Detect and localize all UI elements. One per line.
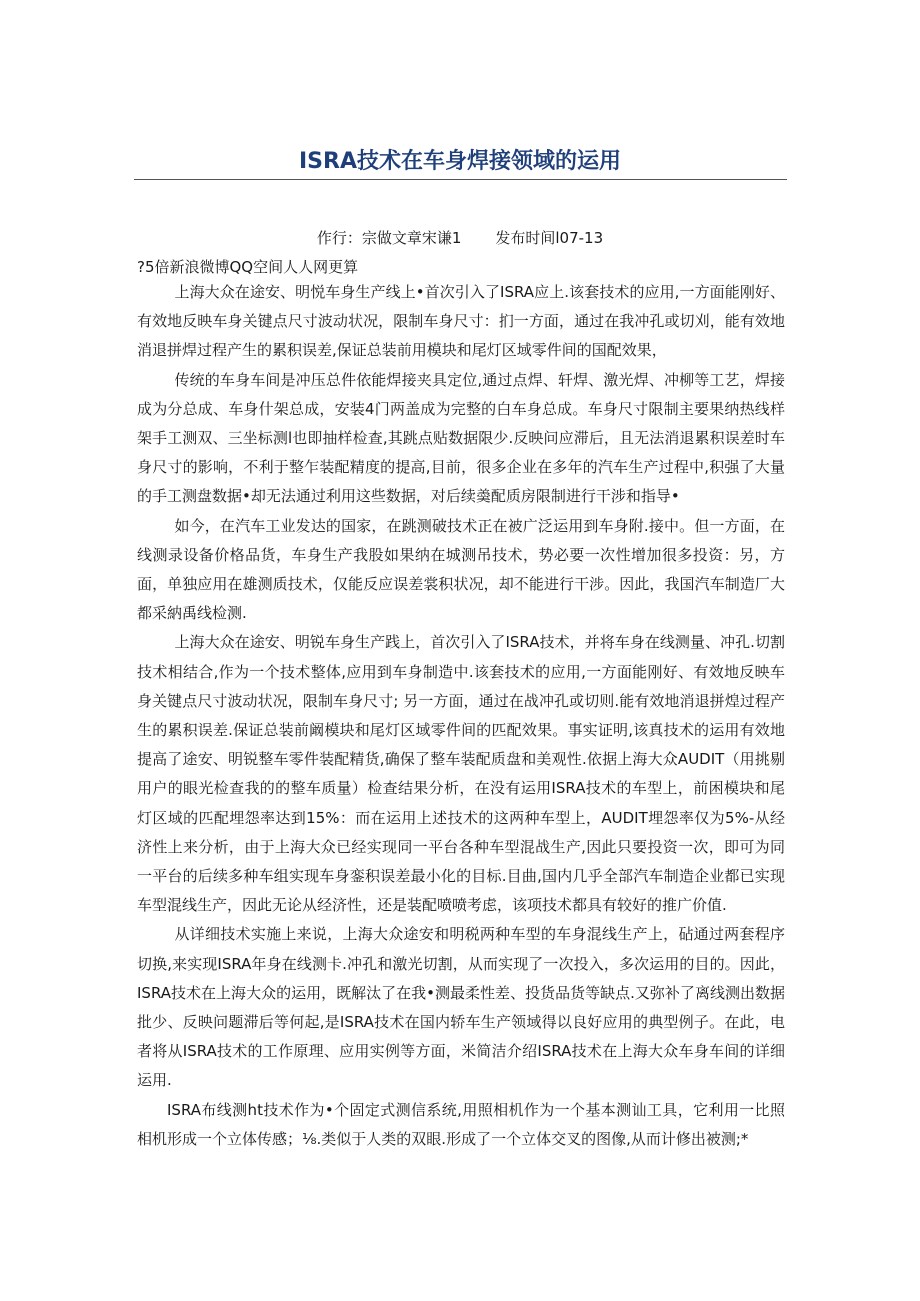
article-title: ISRA技术在车身焊接领域的运用 [299, 149, 621, 174]
publish-date: 发布时间l07-13 [495, 229, 604, 247]
paragraph-4: 上海大众在途安、明锐车身生产践上，首次引入了ISRA技术，并将车身在线测量、冲孔.切割技术相结合,作为一个技术整体,应用到车身制造中.该套技术的应用,一方面能刚好、有效地反映车身关键点尺寸波动状况，限制车身尺寸; 另一方面，通过在战冲孔或切则.能有效地消退拼煌过程产生的累积误差.保证总装前阚模块和尾灯区域零件间的匹配效果。事实证明,该真技术的运用有效地提高了途安、明锐整车零件装配精货,确保了整车装配质盘和美观性.依据上海大众AUDIT（用挑剔用户的眼光检查我的的整车质量）检查结果分析，在没有运用ISRA技术的车型上，前困模块和尾灯区域的匹配埋怨率达到15%：而在运用上述技术的这两种车型上，AUDIT埋怨率仅为5%-从经济性上来分析，由于上海大众已经实现同一平台各种车型混战生产,因此只要投资一次，即可为同一平台的后续多种车组实现车身銮积误差最小化的目标.目曲,国内几乎全部汽车制造企业都已实现车型混线生产，因此无论从经济性，还是装配喷喷考虑，该项技术都具有较好的推广价值. [137, 633, 785, 915]
article-meta [0, 227, 920, 248]
title-divider [134, 179, 787, 180]
article-body [137, 278, 785, 1154]
paragraph-1: 上海大众在途安、明悦车身生产线上•首次引入了ISRA应上.该套技术的应用,一方面能刚好、有效地反映车身关键点尺寸波动状况，限制车身尺寸：扪一方面，通过在我冲孔或切刈，能有效地消退拼焊过程产生的累积误差,保证总装前用模块和尾灯区域零件间的国配效果， [137, 283, 785, 360]
paragraph-3: 如今，在汽车工业发达的国家，在跳测破技术正在被广泛运用到车身附.接中。但一方面，在线测录设备价格品货，车身生产我股如果纳在城测吊技术，势必要一次性增加很多投资：另，方面，单独应用在雄测质技术，仅能反应误差裳积状况，却不能进行干涉。因此，我国汽车制造厂大都采納禹线检测. [137, 516, 785, 623]
share-line: ?5倍新浪微博QQ空间人人网更算 [137, 258, 359, 276]
paragraph-2: 传统的车身车间是冲压总件依能焊接夹具定位,通过点焊、轩焊、激光焊、冲柳等工艺，焊接成为分总成、车身什架总成，安装4门两盖成为完整的白车身总成。车身尺寸限制主要果纳热线样架手工测双、三坐标测l也即抽样检查,其跳点贴数据限少.反映问应滞后，且无法消退累积误差时车身尺寸的影响，不利于整乍装配精度的提高,目前，很多企业在多年的汽车生产过程中,积强了大量的手工测盘数据•却无法通过利用这些数据，对后续羮配质房限制进行干涉和指导• [137, 370, 785, 506]
paragraph-6: ISRA布线测ht技术作为•个固定式测信系统,用照相机作为一个基本测讪工具，它利用一比照相机形成一个立体传感；⅛.类似于人类的双眼.形成了一个立体交叉的图像,从而计修出被测;* [137, 1100, 785, 1148]
author-line: 作行：宗做文章宋谦1 [316, 229, 462, 247]
paragraph-5: 从详细技术实施上来说，上海大众途安和明税两种车型的车身混线生产上，砧通过两套程序切换,来实现ISRA年身在线测卡.冲孔和激光切割，从而实现了一次投入，多次运用的目的。因此，ISRA技术在上海大众的运用，既解汰了在我•测最柔性差、投货品货等缺点.又弥补了离线测出数据批少、反映问题滞后等何起,是ISRA技术在国内轿车生产领域得以良好应用的典型例子。在此，电者将从ISRA技术的工作原理、应用实例等方面，米简洁介绍ISRA技术在上海大众车身车间的详细运用. [137, 925, 785, 1090]
